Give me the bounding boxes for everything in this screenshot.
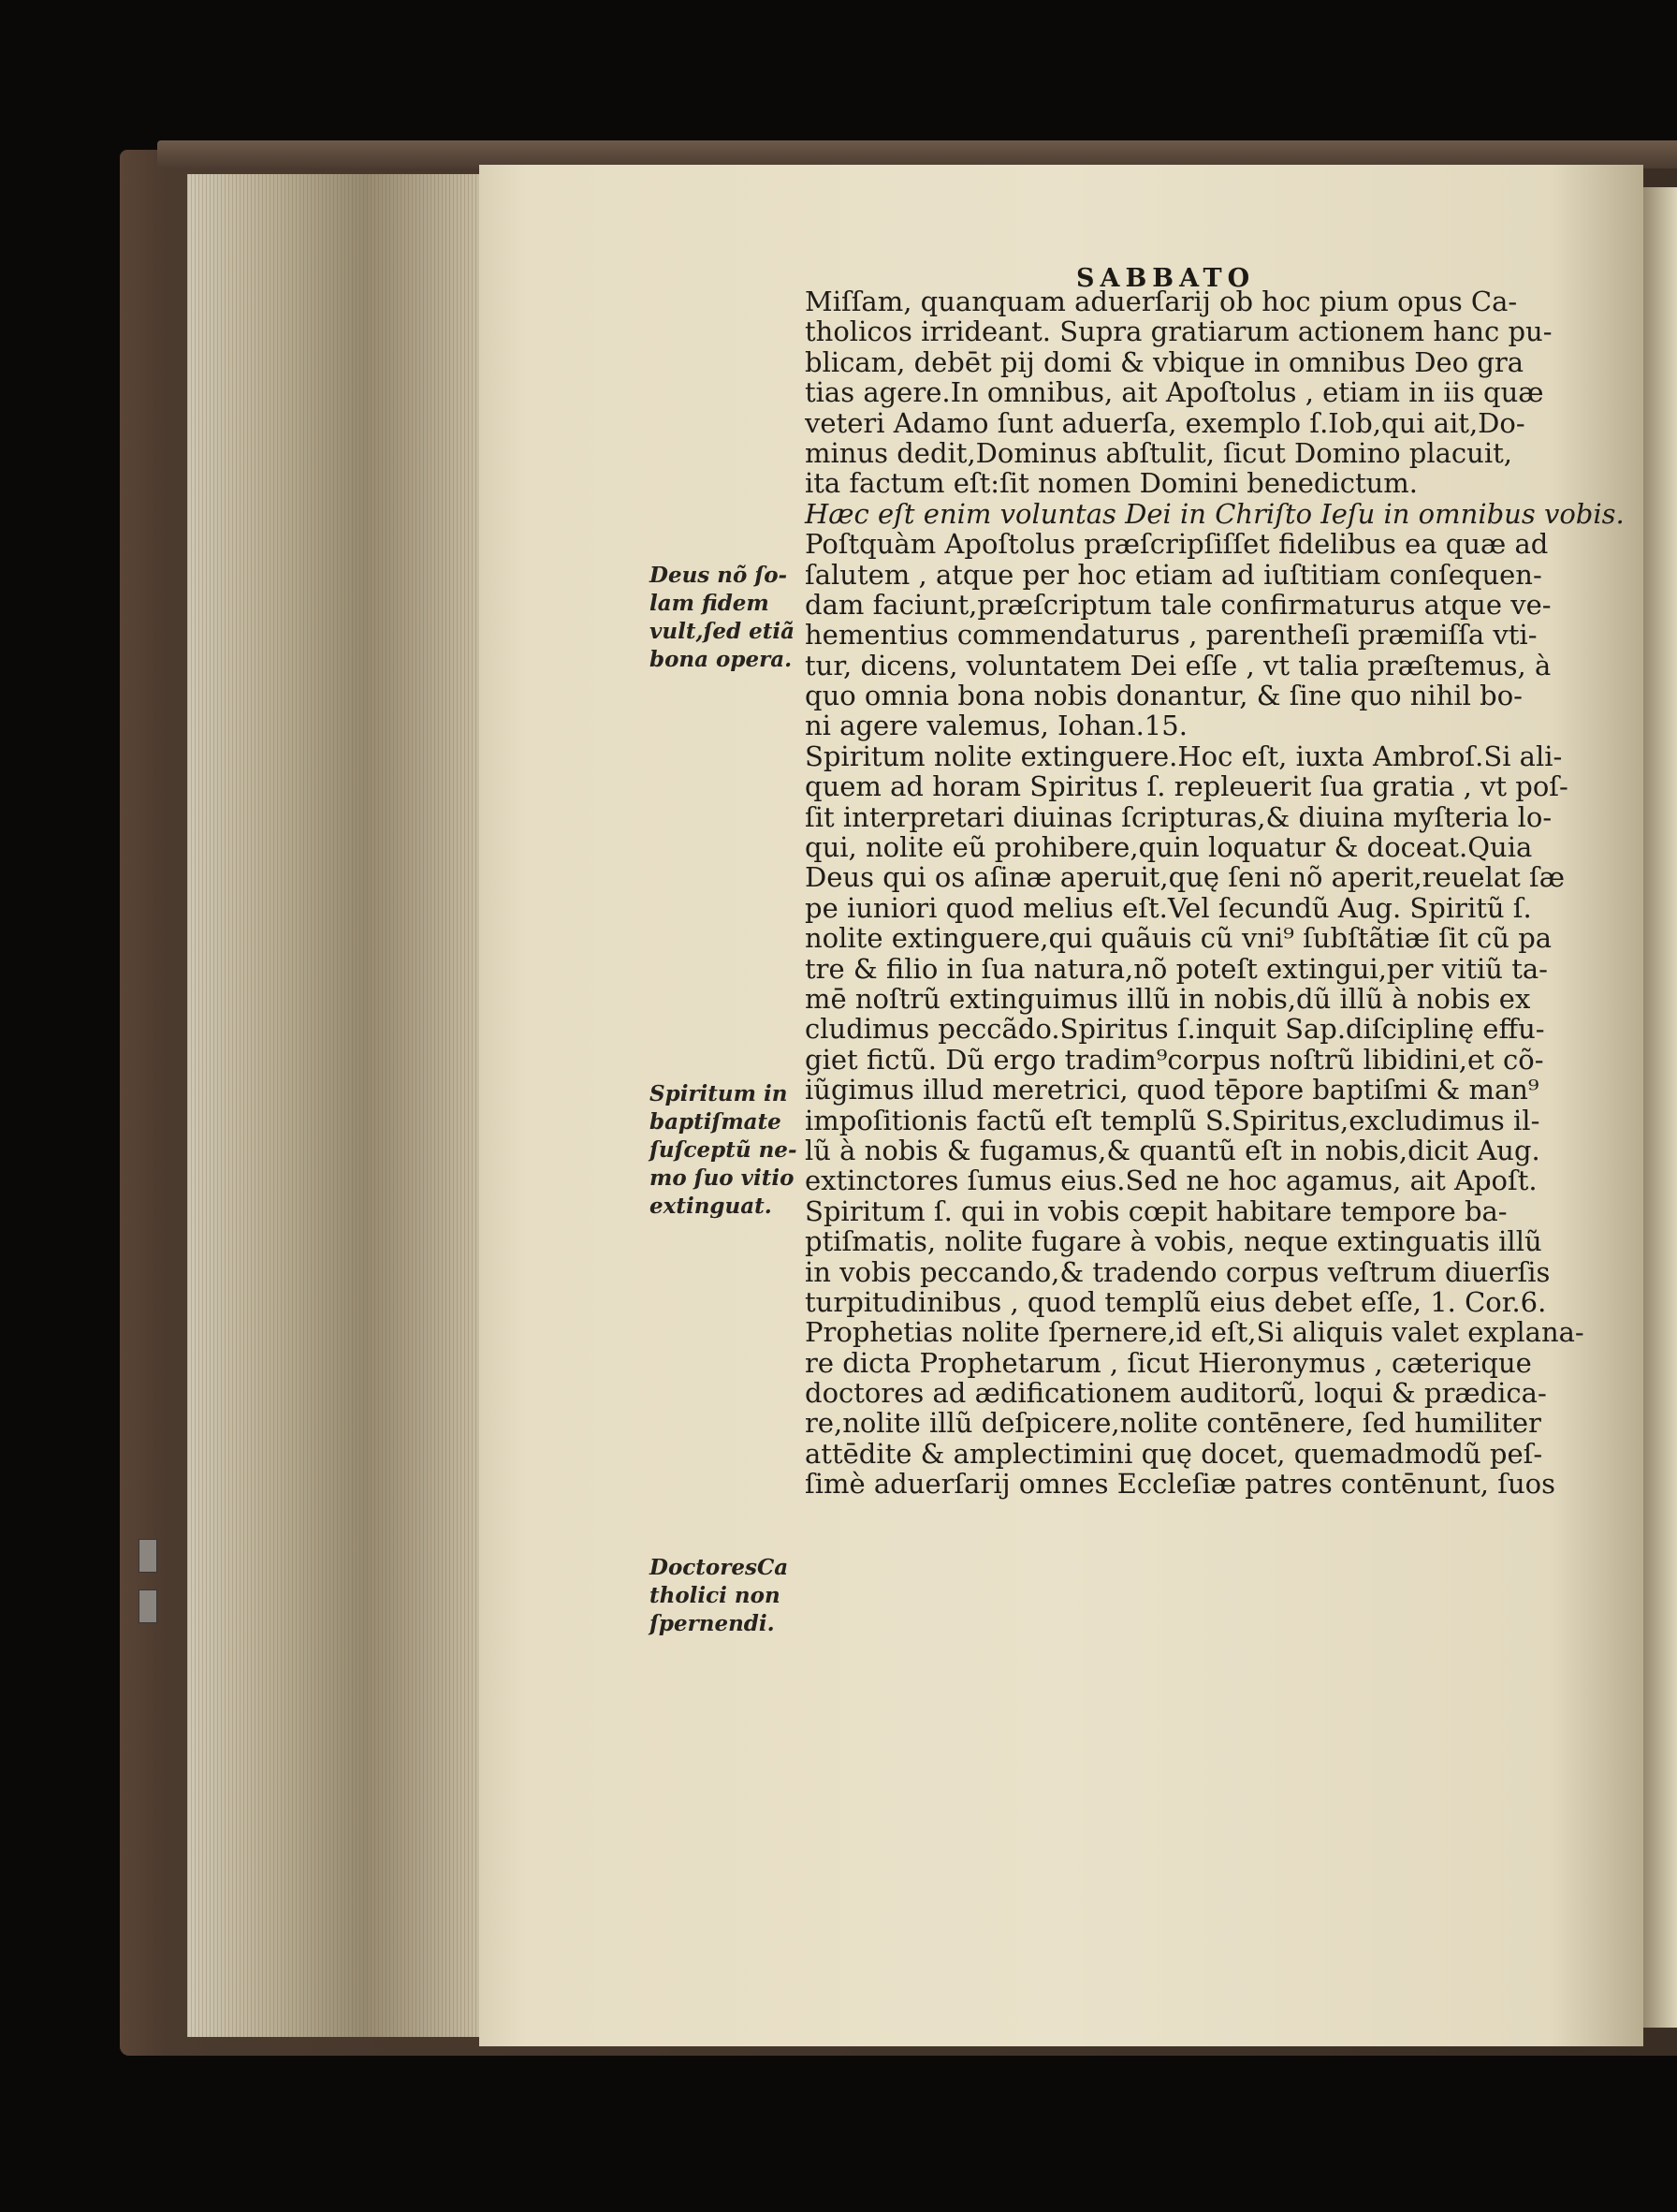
text-line: pe iuniori quod melius eſt.Vel ſecundũ Aug. Spiritũ ſ. [805,891,1532,924]
text-line: ni agere valemus, Iohan.15. [805,710,1188,742]
text-line: impoſitionis factũ eſt templũ S.Spiritus,excludimus il- [805,1104,1540,1136]
text-line: ſalutem , atque per hoc etiam ad iuſtitiam conſequen- [805,558,1542,591]
text-line: lũ à nobis & fugamus,& quantũ eſt in nobis,dicit Aug. [805,1134,1540,1166]
margin-note-line: baptiſmate [649,1109,781,1135]
text-line: blicam, debēt pij domi & vbique in omnibus Deo gra [805,345,1524,378]
margin-note-catholic-doctors [649,1554,809,1638]
text-line: minus dedit,Dominus abſtulit, ſicut Domino placuit, [805,436,1512,469]
main-text-column [805,286,1625,1501]
margin-note-line: lam fidem [649,591,769,616]
text-line: quem ad horam Spiritus ſ. repleuerit ſua gratia , vt poſ- [805,770,1568,803]
text-line: Spiritum ſ. qui in vobis cœpit habitare tempore ba- [805,1194,1508,1227]
text-line: Prophetias nolite ſpernere,id eſt,Si aliquis valet explana- [805,1316,1584,1349]
text-line: cludimus peccãdo.Spiritus ſ.inquit Sap.diſciplinę effu- [805,1013,1545,1046]
facing-page-edge [1640,187,1677,2028]
margin-note-line: vult,ſed etiã [649,619,795,644]
text-line: tholicos irrideant. Supra gratiarum actionem hanc pu- [805,315,1553,348]
text-line: Deus qui os aſinæ aperuit,quę ſeni nõ aperit,reuelat ſæ [805,861,1565,894]
text-line: Poſtquàm Apoſtolus præſcripſiſſet fidelibus ea quæ ad [805,528,1549,561]
page-fore-edge [187,174,485,2037]
margin-note-line: extinguat. [649,1194,772,1219]
margin-note-line: Spiritum in [649,1081,788,1106]
text-line: dam faciunt,præſcriptum tale confirmaturus atque ve- [805,588,1552,621]
margin-note-line: bona opera. [649,647,793,672]
lemma-line: Hæc eſt enim voluntas Dei in Chriſto Ieſu in omnibus vobis. [805,497,1625,530]
clasp-upper [139,1539,157,1573]
text-line: re dicta Prophetarum , ſicut Hieronymus , cæterique [805,1346,1532,1379]
text-line: nolite extinguere,qui quãuis cũ vni⁹ ſubſtãtiæ ſit cũ pa [805,922,1553,955]
text-line: turpitudinibus , quod templũ eius debet eſſe, 1. Cor.6. [805,1285,1547,1318]
text-line: re,nolite illũ deſpicere,nolite contēnere, ſed humiliter [805,1407,1541,1440]
text-line: iũgimus illud meretrici, quod tēpore baptiſmi & man⁹ [805,1074,1539,1106]
margin-note-line: tholici non [649,1583,780,1608]
text-line: Spiritum nolite extinguere.Hoc eſt, iuxta Ambroſ.Si ali- [805,740,1563,772]
text-line: ita factum eſt:ſit nomen Domini benedictum. [805,467,1418,500]
text-line: veteri Adamo ſunt aduerſa, exemplo ſ.Iob,qui ait,Do- [805,406,1525,439]
text-line: doctores ad ædificationem auditorũ, loqui & prædica- [805,1377,1547,1410]
text-line: attēdite & amplectimini quę docet, quemadmodũ peſ- [805,1437,1543,1470]
margin-note-line: ſpernendi. [649,1611,775,1636]
text-line: extinctores ſumus eius.Sed ne hoc agamus, ait Apoſt. [805,1165,1538,1197]
text-line: quo omnia bona nobis donantur, & ſine quo nihil bo- [805,680,1523,712]
text-line: ptiſmatis, nolite fugare à vobis, neque extinguatis illũ [805,1225,1542,1258]
margin-note-line: ſuſceptũ ne- [649,1137,797,1163]
text-line: tur, dicens, voluntatem Dei eſſe , vt talia præſtemus, à [805,649,1552,681]
text-line: ſimè aduerſarij omnes Eccleſiæ patres contēnunt, ſuos [805,1468,1555,1501]
text-line: qui, nolite eũ prohibere,quin loquatur & doceat.Quia [805,831,1533,864]
running-head: SABBATO [1076,264,1256,293]
margin-note-spirit-in-baptism [649,1080,809,1221]
text-line: ſit interpretari diuinas ſcripturas,& diuina myſteria lo- [805,800,1553,833]
margin-note-good-works [649,562,809,674]
text-line: tre & filio in ſua natura,nõ poteſt extingui,per vitiũ ta- [805,952,1548,985]
text-line: tias agere.In omnibus, ait Apoſtolus , etiam in iis quæ [805,376,1544,409]
text-line: hementius commendaturus , parentheſi præmiſſa vti- [805,619,1538,652]
margin-note-line: DoctoresCa [649,1555,789,1580]
margin-note-line: Deus nõ ſo- [649,563,788,588]
margin-note-line: mo ſuo vitio [649,1165,795,1191]
text-line: mē noſtrũ extinguimus illũ in nobis,dũ illũ à nobis ex [805,982,1531,1015]
text-line: giet fictũ. Dũ ergo tradim⁹corpus noſtrũ libidini,et cõ- [805,1043,1544,1076]
clasp-lower [139,1589,157,1623]
text-line: in vobis peccando,& tradendo corpus veſtrum diuerſis [805,1255,1551,1288]
text-line: Miſſam, quanquam aduerſarij ob hoc pium opus Ca- [805,286,1518,317]
